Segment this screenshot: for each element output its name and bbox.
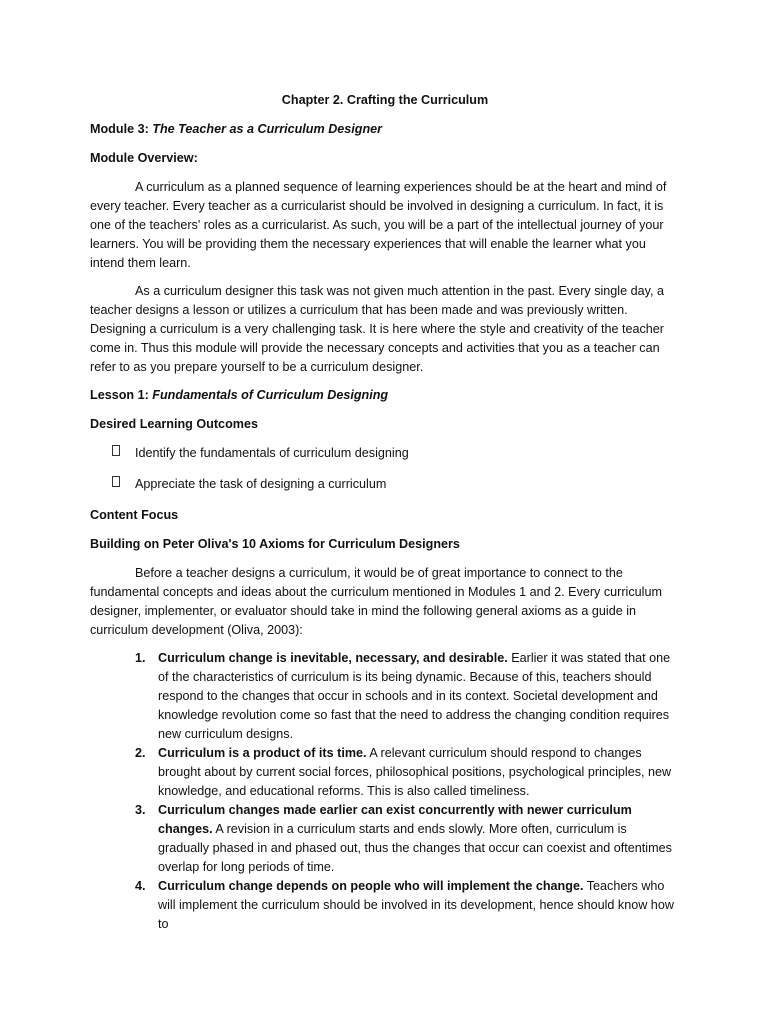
outcomes-label: Desired Learning Outcomes	[90, 417, 258, 431]
outcomes-list	[90, 444, 680, 494]
axioms-heading: Building on Peter Oliva's 10 Axioms for Curriculum Designers	[90, 537, 460, 551]
module-label: Module 3:	[90, 122, 149, 136]
lesson-title: Fundamentals of Curriculum Designing	[152, 388, 389, 402]
module-overview-label: Module Overview:	[90, 151, 198, 165]
overview-paragraph: As a curriculum designer this task was not given much attention in the past. Every single day, a teacher designs a lesson or utilizes a curriculum that has been made and was previously written. Designing a curriculum is a very challenging task. It is here where the style and creativity of the teacher come in. Thus this module will provide the necessary concepts and activities that you as a teacher can refer to as you prepare yourself to be a curriculum designer.	[90, 284, 664, 374]
content-focus-label: Content Focus	[90, 508, 179, 522]
outcome-text: Appreciate the task of designing a curriculum	[135, 477, 387, 491]
chapter-title: Chapter 2. Crafting the Curriculum	[281, 93, 489, 107]
axiom-number: 2.	[135, 746, 146, 760]
axioms-list	[90, 649, 680, 934]
axiom-number: 4.	[135, 879, 146, 893]
list-item	[90, 801, 680, 877]
lesson-label: Lesson 1:	[90, 388, 149, 402]
module-title: The Teacher as a Curriculum Designer	[152, 122, 383, 136]
axiom-text: Teachers who will implement the curriculum should be involved in its development, hence should know how to	[158, 879, 674, 931]
list-item	[90, 444, 680, 463]
lesson-heading	[90, 386, 680, 405]
axiom-text: Earlier it was stated that one of the characteristics of curriculum is its being dynamic. Because of this, teachers should respond to the changes that occur in schools and in its context. Societal development and knowledge revolution come so fast that the need to address the changing condition requires new curriculum designs.	[158, 651, 671, 741]
axiom-text: A relevant curriculum should respond to changes brought about by current social forces, philosophical positions, psychological principles, new knowledge, and educational reforms. This is also called timeliness.	[158, 746, 672, 798]
axioms-intro: Before a teacher designs a curriculum, it would be of great importance to connect to the fundamental concepts and ideas about the curriculum mentioned in Modules 1 and 2. Every curriculum designer, implementer, or evaluator should take in mind the following general axioms as a guide in curriculum development (Oliva, 2003):	[90, 566, 662, 637]
list-item	[90, 475, 680, 494]
list-item	[90, 877, 680, 934]
axiom-text: A revision in a curriculum starts and ends slowly. More often, curriculum is gradually phased in and phased out, thus the changes that occur can coexist and oftentimes overlap for long periods of time.	[158, 822, 672, 874]
axiom-lead: Curriculum changes made earlier can exist concurrently with newer curriculum changes.	[158, 803, 632, 836]
outcome-text: Identify the fundamentals of curriculum designing	[135, 446, 409, 460]
axiom-lead: Curriculum change is inevitable, necessary, and desirable.	[158, 651, 508, 665]
list-item	[90, 649, 680, 744]
axiom-number: 3.	[135, 803, 146, 817]
document-page	[90, 91, 680, 934]
overview-paragraph: A curriculum as a planned sequence of learning experiences should be at the heart and mind of every teacher. Every teacher as a curricularist should be involved in designing a curriculum. In fact, it is one of the teachers' roles as a curricularist. As such, you will be a part of the intellectual journey of your learners. You will be providing them the necessary experiences that will enable the learner what you intend them learn.	[90, 180, 667, 270]
module-heading	[90, 120, 680, 139]
axiom-lead: Curriculum is a product of its time.	[158, 746, 367, 760]
bullet-icon	[112, 445, 120, 456]
axiom-lead: Curriculum change depends on people who will implement the change.	[158, 879, 584, 893]
list-item	[90, 744, 680, 801]
bullet-icon	[112, 476, 120, 487]
axiom-number: 1.	[135, 651, 146, 665]
